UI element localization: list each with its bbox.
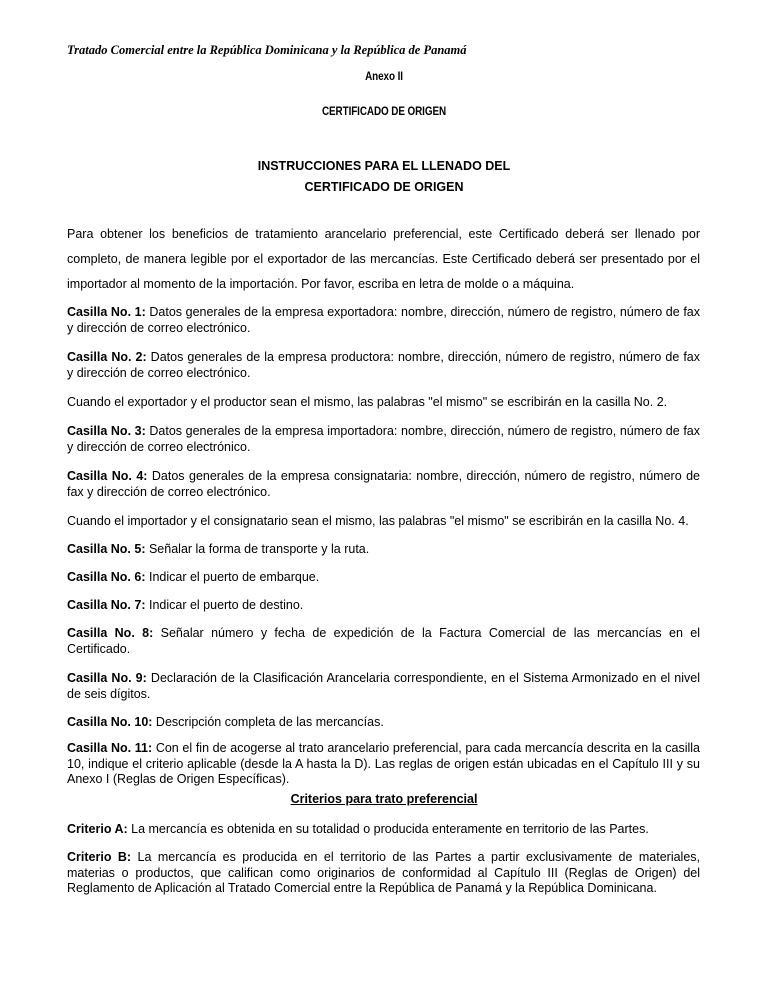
box-label: Casilla No. 4: xyxy=(67,469,148,483)
box-label: Casilla No. 10: xyxy=(67,715,153,729)
box-label: Casilla No. 5: xyxy=(67,542,146,556)
criterion-b-paragraph xyxy=(67,850,700,897)
intro-paragraph: Para obtener los beneficios de tratamiento arancelario preferencial, este Certificado deberá ser llenado por completo, de manera legible por el exportador de las mercancías. Este Certificado deberá ser presentado por el importador al momento de la importación. Por favor, escriba en letra de molde o a máquina. xyxy=(67,227,700,291)
criterion-text: La mercancía es producida en el territorio de las Partes a partir exclusivamente de materiales, materias o productos, que califican como originarios de conformidad al Capítulo III (Reglas de Origen) del Reglamento de Aplicación al Tratado Comercial entre la República de Panamá y la República Dominicana. xyxy=(67,850,700,895)
box-text: Datos generales de la empresa consignataria: nombre, dirección, número de registro, número de fax y dirección de correo electrónico. xyxy=(67,469,701,499)
same-exporter-note xyxy=(67,395,700,411)
box-2-paragraph xyxy=(67,350,700,381)
criteria-heading: Criterios para trato preferencial xyxy=(290,792,478,806)
box-label: Casilla No. 6: xyxy=(67,570,146,584)
box-text: Señalar la forma de transporte y la ruta. xyxy=(145,542,370,556)
box-text: Datos generales de la empresa importadora: nombre, dirección, número de registro, número de fax y dirección de correo electrónico. xyxy=(67,424,700,454)
box-label: Casilla No. 7: xyxy=(67,598,146,612)
box-1-paragraph xyxy=(67,305,700,336)
box-text: Cuando el exportador y el productor sean el mismo, las palabras "el mismo" se escribirán en la casilla No. 2. xyxy=(67,395,668,409)
criterion-label: Criterio B: xyxy=(67,850,132,864)
box-text: Con el fin de acogerse al trato arancelario preferencial, para cada mercancía descrita en la casilla 10, indique el criterio aplicable (desde la A hasta la D). Las reglas de origen están ubicadas en el Capítulo III y su Anexo I (Reglas de Origen Específicas). xyxy=(67,741,700,786)
box-6-paragraph xyxy=(67,570,700,586)
running-header: Tratado Comercial entre la República Dominicana y la República de Panamá xyxy=(67,43,467,57)
box-9-paragraph xyxy=(67,671,700,702)
box-4-paragraph xyxy=(67,469,700,500)
box-text: Datos generales de la empresa productora: nombre, dirección, número de registro, número de fax y dirección de correo electrónico. xyxy=(67,350,700,380)
box-7-paragraph xyxy=(67,598,700,614)
box-3-paragraph xyxy=(67,424,700,455)
box-10-paragraph xyxy=(67,715,700,731)
same-importer-note xyxy=(67,514,700,530)
box-label: Casilla No. 8: xyxy=(67,626,154,640)
box-8-paragraph xyxy=(67,626,700,657)
box-5-paragraph xyxy=(67,542,700,558)
box-text: Indicar el puerto de embarque. xyxy=(145,570,320,584)
annex-title: Anexo II xyxy=(365,71,403,83)
criterion-text: La mercancía es obtenida en su totalidad o producida enteramente en territorio de las Partes. xyxy=(127,822,649,836)
certificate-title: CERTIFICADO DE ORIGEN xyxy=(321,106,447,118)
box-label: Casilla No. 1: xyxy=(67,305,146,319)
box-label: Casilla No. 2: xyxy=(67,350,147,364)
box-label: Casilla No. 3: xyxy=(67,424,146,438)
criterion-a-paragraph xyxy=(67,822,700,838)
box-11-paragraph xyxy=(67,741,700,788)
box-label: Casilla No. 9: xyxy=(67,671,147,685)
instructions-heading-line2: CERTIFICADO DE ORIGEN xyxy=(304,180,464,194)
box-text: Datos generales de la empresa exportadora: nombre, dirección, número de registro, número de fax y dirección de correo electrónico. xyxy=(67,305,700,335)
box-text: Indicar el puerto de destino. xyxy=(145,598,304,612)
box-text: Descripción completa de las mercancías. xyxy=(152,715,384,729)
box-label: Casilla No. 11: xyxy=(67,741,153,755)
criterion-label: Criterio A: xyxy=(67,822,128,836)
box-text: Señalar número y fecha de expedición de la Factura Comercial de las mercancías en el Certificado. xyxy=(67,626,701,656)
box-text: Cuando el importador y el consignatario sean el mismo, las palabras "el mismo" se escribirán en la casilla No. 4. xyxy=(67,514,689,528)
instructions-heading-line1: INSTRUCCIONES PARA EL LLENADO DEL xyxy=(257,159,511,173)
box-text: Declaración de la Clasificación Arancelaria correspondiente, en el Sistema Armonizado en el nivel de seis dígitos. xyxy=(67,671,701,701)
